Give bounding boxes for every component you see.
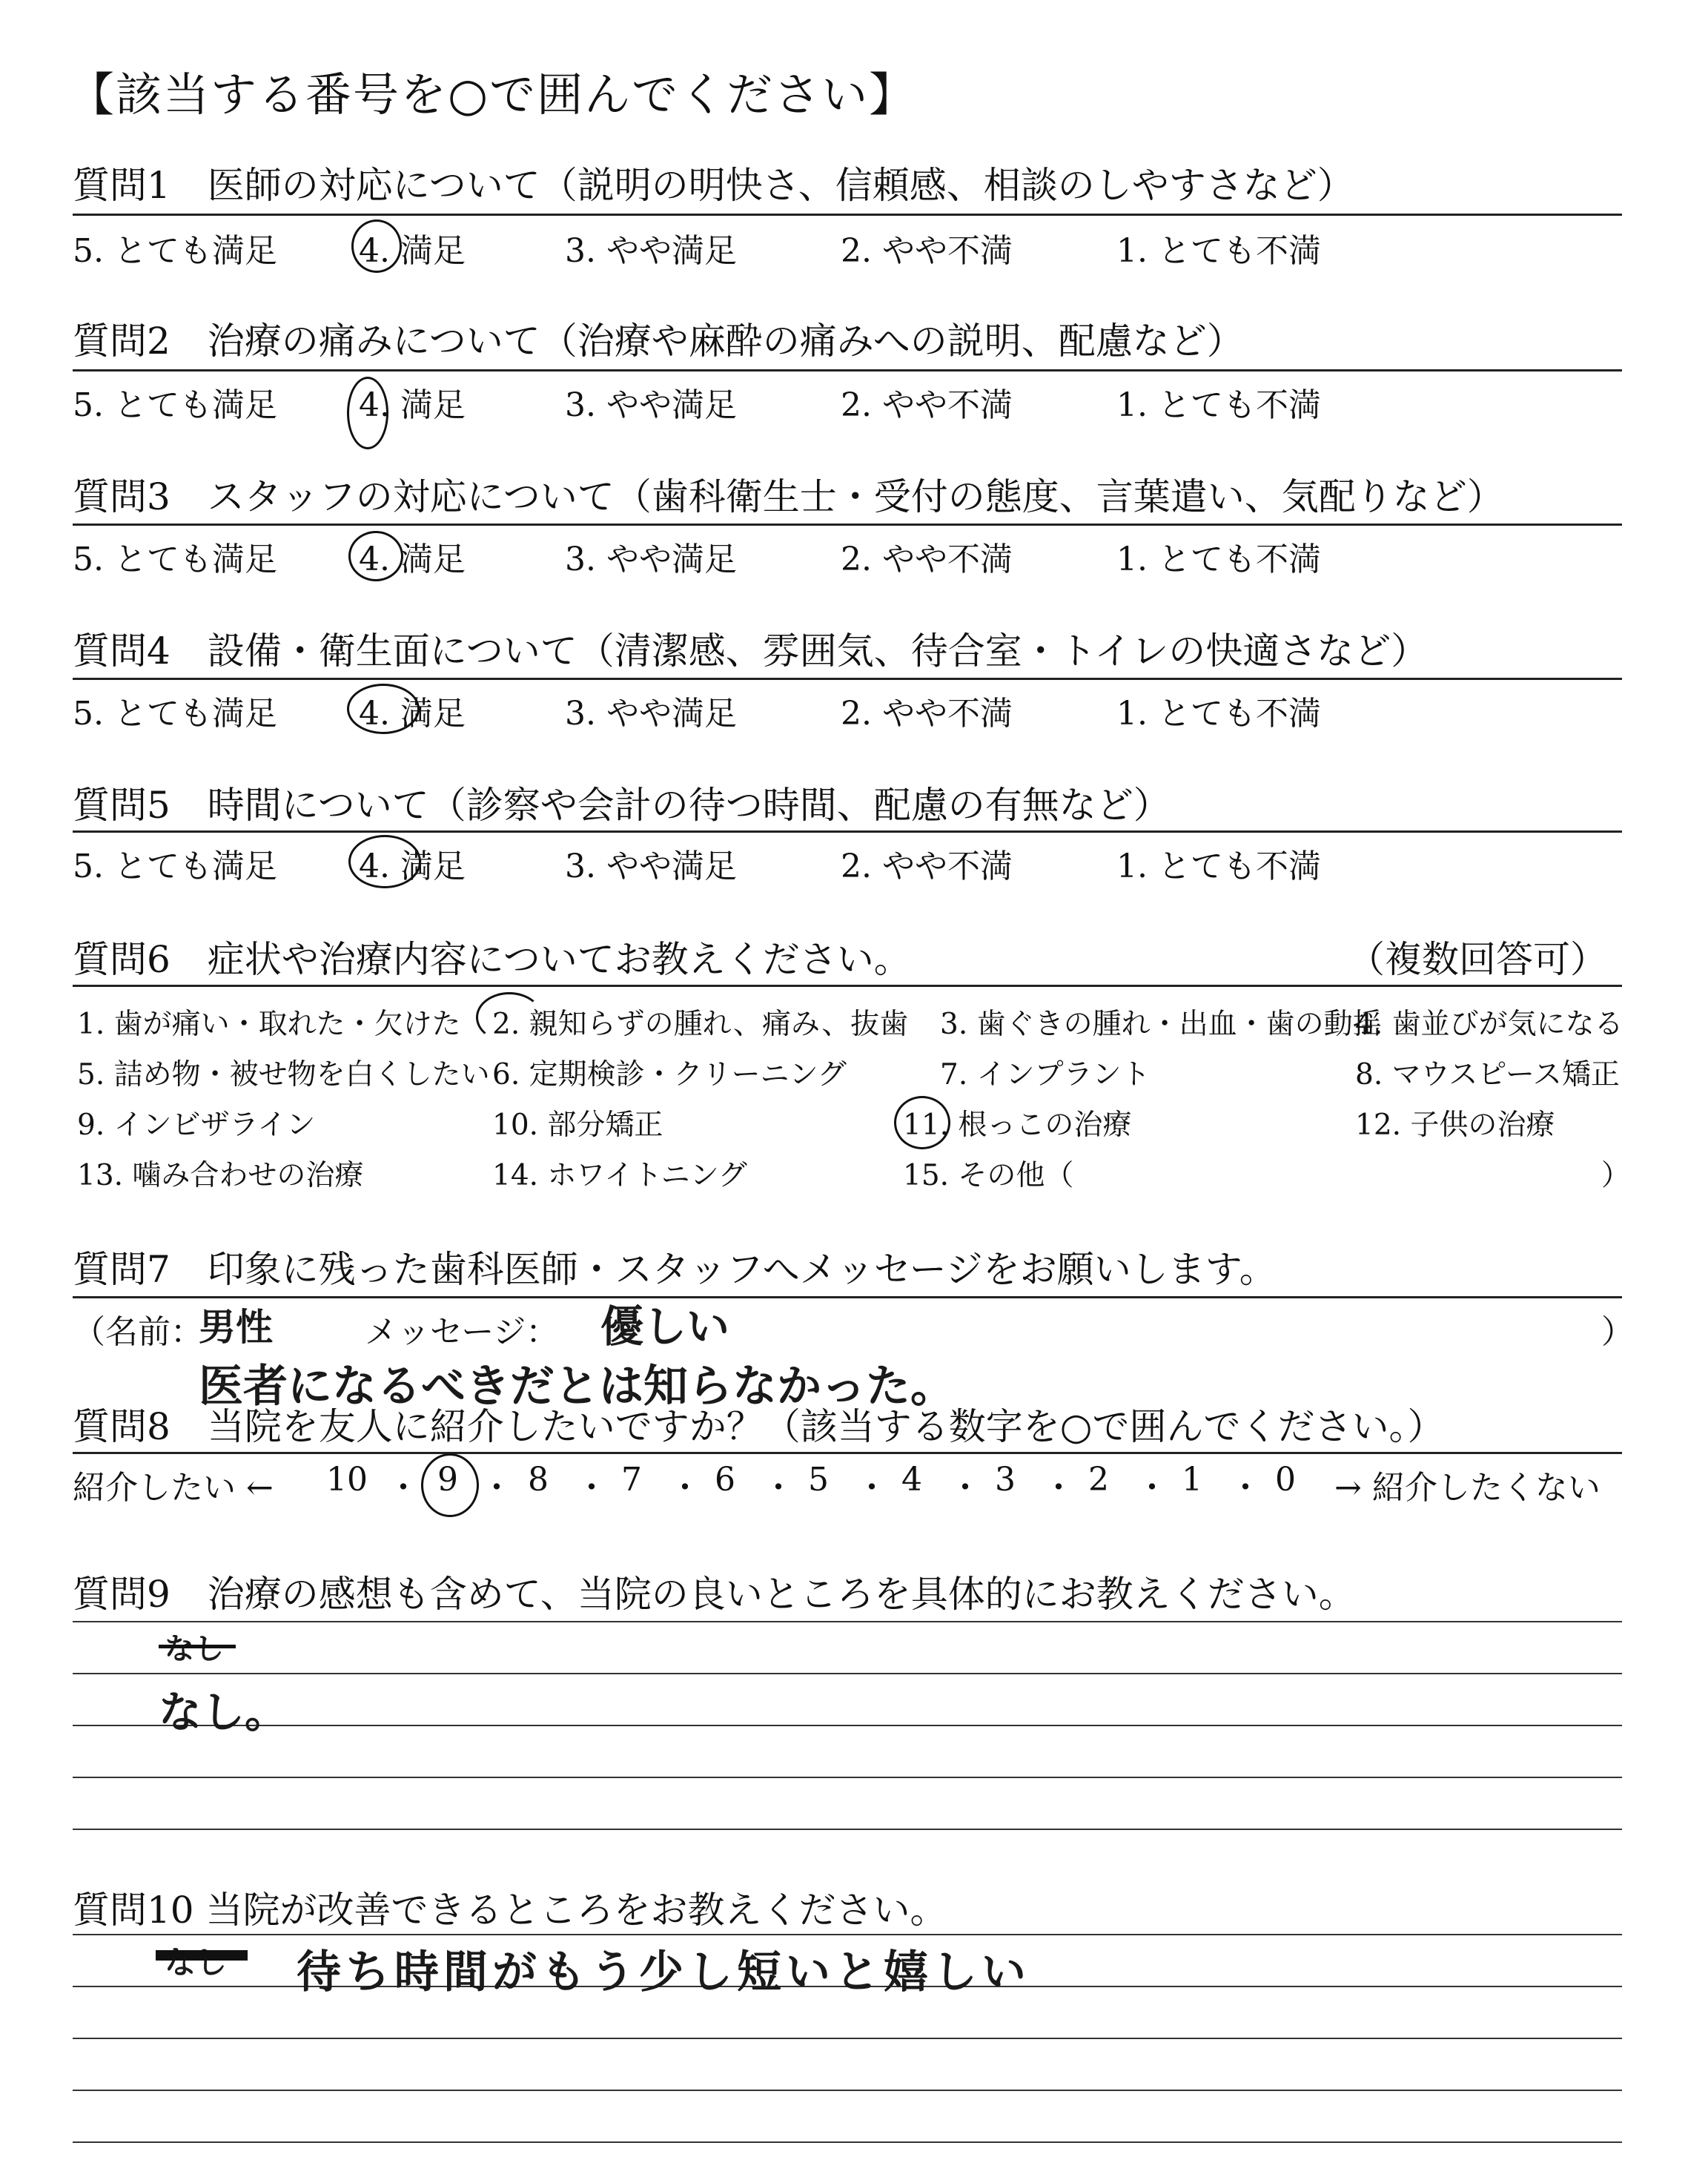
q4-option-1[interactable]: 1. とても不満 [1116, 695, 1321, 733]
q6-title: 質問6 症状や治療内容についてお教えください。 [73, 938, 911, 981]
q5-option-2[interactable]: 2. やや不満 [841, 848, 1013, 885]
q1-option-2[interactable]: 2. やや不満 [841, 232, 1013, 270]
q6-option-3[interactable]: 3. 歯ぐきの腫れ・出血・歯の動揺 [940, 1008, 1382, 1041]
q7-message-line1[interactable]: 優しい [600, 1301, 730, 1352]
q6-option-11-circle [894, 1096, 950, 1149]
q2-option-4[interactable]: 4. 満足 [359, 386, 466, 424]
q6-option-2-circle [476, 992, 543, 1043]
q9-answer-line [73, 1621, 1622, 1622]
q9-answer-line [73, 1725, 1622, 1726]
q8-number-2[interactable]: 2 [1088, 1461, 1109, 1499]
q10-answer-line [73, 2141, 1622, 2143]
q8-number-7[interactable]: 7 [621, 1461, 642, 1499]
q8-number-9[interactable]: 9 [437, 1461, 458, 1499]
q10-answer[interactable]: 待ち時間がもう少し短いと嬉しい [297, 1946, 1030, 1998]
q7-close-paren: ） [1601, 1313, 1634, 1351]
q6-note: （複数回答可） [1348, 938, 1607, 981]
q6-rule [73, 985, 1622, 987]
q8-dot: ・ [762, 1469, 795, 1507]
q2-option-5[interactable]: 5. とても満足 [73, 386, 277, 424]
q10-title: 質問10 当院が改善できるところをお教えください。 [73, 1889, 947, 1932]
q5-rule [73, 830, 1622, 833]
q6-option-9[interactable]: 9. インビザライン [77, 1109, 316, 1142]
q6-option-5[interactable]: 5. 詰め物・被せ物を白くしたい [77, 1058, 490, 1091]
q6-option-11[interactable]: 11. 根っこの治療 [903, 1109, 1132, 1142]
q10-answer-line [73, 2090, 1622, 2091]
q1-rule [73, 214, 1622, 216]
q9-crossed-out: なし [165, 1632, 224, 1666]
q8-dot: ・ [669, 1469, 701, 1507]
q4-option-3[interactable]: 3. やや満足 [565, 695, 737, 733]
q8-number-10[interactable]: 10 [326, 1461, 368, 1499]
q1-answer-circle [351, 219, 402, 273]
q4-answer-circle [347, 684, 420, 734]
page-title: 【該当する番号を○で囲んでください】 [68, 67, 917, 122]
q9-strike [159, 1645, 236, 1648]
q6-option-6[interactable]: 6. 定期検診・クリーニング [492, 1058, 847, 1091]
q1-title: 質問1 医師の対応について（説明の明快さ、信頼感、相談のしやすさなど） [73, 164, 1354, 207]
q2-title: 質問2 治療の痛みについて（治療や麻酔の痛みへの説明、配慮など） [73, 320, 1244, 363]
q4-title: 質問4 設備・衛生面について（清潔感、雰囲気、待合室・トイレの快適さなど） [73, 630, 1429, 673]
q2-option-3[interactable]: 3. やや満足 [565, 386, 737, 424]
q4-rule [73, 678, 1622, 680]
q2-answer-circle [347, 377, 388, 449]
q7-name-value[interactable]: 男性 [199, 1306, 273, 1349]
q5-option-3[interactable]: 3. やや満足 [565, 848, 737, 885]
q6-option-7[interactable]: 7. インプラント [940, 1058, 1151, 1091]
q6-option-4[interactable]: 4. 歯並びが気になる [1355, 1008, 1623, 1041]
q8-number-1[interactable]: 1 [1182, 1461, 1202, 1499]
q1-option-4[interactable]: 4. 満足 [359, 232, 466, 270]
q3-option-3[interactable]: 3. やや満足 [565, 541, 737, 578]
q8-number-8[interactable]: 8 [528, 1461, 549, 1499]
q2-option-1[interactable]: 1. とても不満 [1116, 386, 1321, 424]
q8-dot: ・ [855, 1469, 888, 1507]
q9-title: 質問9 治療の感想も含めて、当院の良いところを具体的にお教えください。 [73, 1573, 1356, 1616]
q6-option-14[interactable]: 14. ホワイトニング [492, 1159, 747, 1192]
q8-dot: ・ [480, 1469, 513, 1507]
q8-number-4[interactable]: 4 [901, 1461, 922, 1499]
q10-answer-line [73, 1934, 1622, 1935]
q5-option-1[interactable]: 1. とても不満 [1116, 848, 1321, 885]
q8-rule [73, 1452, 1622, 1454]
q3-rule [73, 524, 1622, 526]
q8-right-label: → 紹介したくない [1334, 1469, 1601, 1507]
q6-option-10[interactable]: 10. 部分矯正 [492, 1109, 663, 1142]
q8-dot: ・ [1229, 1469, 1262, 1507]
q8-dot: ・ [1042, 1469, 1075, 1507]
q9-answer-line [73, 1829, 1622, 1830]
q7-title: 質問7 印象に残った歯科医師・スタッフへメッセージをお願いします。 [73, 1248, 1277, 1291]
q8-dot: ・ [949, 1469, 982, 1507]
q8-answer-circle [421, 1453, 479, 1517]
q4-option-2[interactable]: 2. やや不満 [841, 695, 1013, 733]
q1-option-1[interactable]: 1. とても不満 [1116, 232, 1321, 270]
q8-dot: ・ [1136, 1469, 1168, 1507]
q1-option-3[interactable]: 3. やや満足 [565, 232, 737, 270]
q2-option-2[interactable]: 2. やや不満 [841, 386, 1013, 424]
q8-left-label: 紹介したい ← [73, 1469, 274, 1507]
q6-option-1[interactable]: 1. 歯が痛い・取れた・欠けた [77, 1008, 461, 1041]
q6-option-13[interactable]: 13. 噛み合わせの治療 [77, 1159, 364, 1192]
q1-option-5[interactable]: 5. とても満足 [73, 232, 277, 270]
q3-option-4[interactable]: 4. 満足 [359, 541, 466, 578]
q8-number-5[interactable]: 5 [808, 1461, 829, 1499]
q9-answer[interactable]: なし。 [159, 1687, 288, 1737]
q10-scribble [156, 1950, 248, 1961]
q7-message-label: メッセージ： [365, 1313, 559, 1351]
q6-option-12[interactable]: 12. 子供の治療 [1355, 1109, 1555, 1142]
q10-answer-line [73, 2038, 1622, 2039]
q4-option-4[interactable]: 4. 満足 [359, 695, 466, 733]
q5-option-4[interactable]: 4. 満足 [359, 848, 466, 885]
q6-option-15[interactable]: 15. その他（ [903, 1159, 1074, 1192]
q7-name-label: （名前： [73, 1313, 203, 1351]
q3-option-5[interactable]: 5. とても満足 [73, 541, 277, 578]
q8-number-3[interactable]: 3 [995, 1461, 1016, 1499]
q8-dot: ・ [575, 1469, 608, 1507]
q3-option-1[interactable]: 1. とても不満 [1116, 541, 1321, 578]
q3-title: 質問3 スタッフの対応について（歯科衛生士・受付の態度、言葉遣い、気配りなど） [73, 475, 1504, 518]
q8-title: 質問8 当院を友人に紹介したいですか？（該当する数字を○で囲んでください。） [73, 1405, 1445, 1448]
q9-answer-line [73, 1673, 1622, 1674]
q8-number-0[interactable]: 0 [1275, 1461, 1296, 1499]
q3-option-2[interactable]: 2. やや不満 [841, 541, 1013, 578]
q5-option-5[interactable]: 5. とても満足 [73, 848, 277, 885]
q9-answer-line [73, 1777, 1622, 1778]
q2-rule [73, 369, 1622, 371]
q4-option-5[interactable]: 5. とても満足 [73, 695, 277, 733]
q10-crossed-out: なし [165, 1944, 228, 1981]
q6-option-15-close: ） [1601, 1159, 1631, 1192]
q8-dot: ・ [387, 1469, 420, 1507]
q3-answer-circle [348, 531, 403, 581]
q7-rule [73, 1296, 1622, 1298]
q8-number-6[interactable]: 6 [715, 1461, 735, 1499]
q5-answer-circle [348, 835, 421, 888]
q6-option-2[interactable]: 2. 親知らずの腫れ、痛み、抜歯 [492, 1008, 909, 1041]
q6-option-8[interactable]: 8. マウスピース矯正 [1355, 1058, 1620, 1091]
q5-title: 質問5 時間について（診察や会計の待つ時間、配慮の有無など） [73, 784, 1171, 827]
q7-message-line2[interactable]: 医者になるべきだとは知らなかった。 [199, 1361, 955, 1413]
